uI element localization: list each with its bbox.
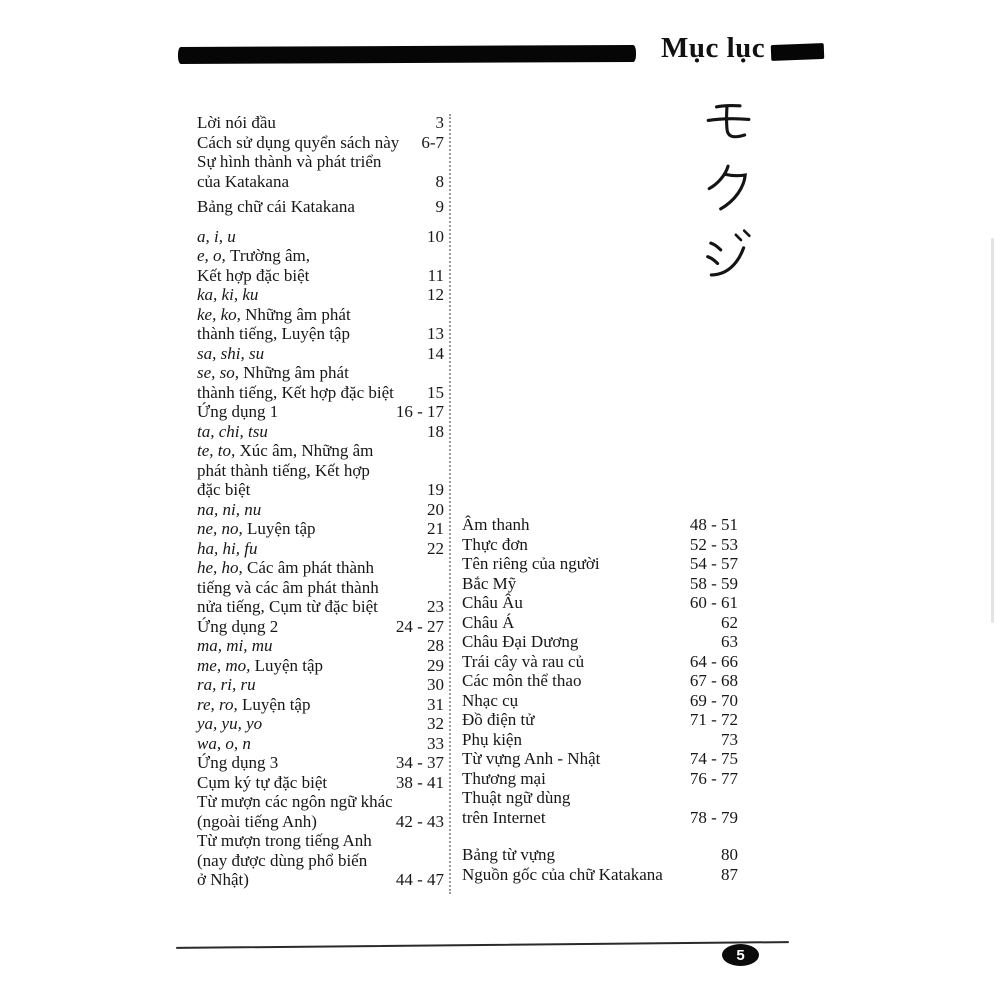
toc-page-number: 63	[721, 632, 738, 651]
toc-entry-text: ne, no, Luyện tập	[197, 519, 316, 538]
page-number: 5	[736, 946, 745, 964]
toc-entry	[197, 363, 444, 402]
toc-entry-text: Đồ điện tử	[462, 710, 535, 729]
toc-entry	[197, 539, 444, 559]
toc-entry-line	[197, 441, 444, 461]
toc-page-number: 10	[427, 226, 444, 246]
toc-entry-line	[197, 344, 444, 364]
toc-entry-text: Bắc Mỹ	[462, 573, 517, 593]
toc-entry-line	[462, 652, 738, 672]
toc-page-number: 44 - 47	[395, 870, 444, 889]
toc-page-number: 18	[427, 421, 444, 441]
toc-entry-line	[462, 749, 738, 769]
toc-entry-line	[197, 285, 444, 305]
toc-page-number: 14	[427, 343, 444, 363]
toc-page-number: 6-7	[421, 132, 444, 152]
toc-page-number: 28	[427, 636, 444, 655]
toc-page-number: 64 - 66	[689, 651, 738, 671]
toc-entry-text: Các môn thể thao	[462, 671, 582, 690]
toc-entry-line	[462, 730, 738, 750]
toc-entry-text: (ngoài tiếng Anh)	[197, 811, 317, 831]
toc-entry-text: Ứng dụng 2	[197, 616, 279, 636]
toc-entry	[462, 865, 738, 885]
toc-page-number: 34 - 37	[395, 753, 444, 772]
toc-entry-line	[197, 714, 444, 734]
toc-entry	[197, 734, 444, 754]
toc-page-number: 30	[427, 675, 444, 694]
toc-entry-text: Ứng dụng 1	[197, 402, 279, 421]
toc-page-number: 80	[721, 845, 738, 864]
toc-page-number: 76 - 77	[689, 768, 738, 788]
toc-entry-text: ha, hi, fu	[197, 538, 258, 558]
toc-entry-text: phát thành tiếng, Kết hợp	[197, 460, 370, 480]
toc-entry-line	[462, 632, 738, 652]
toc-entry	[197, 113, 444, 133]
toc-page-number: 21	[427, 519, 444, 538]
toc-entry-text: ta, chi, tsu	[197, 421, 268, 441]
toc-entry-line	[197, 617, 444, 637]
toc-page-number: 58 - 59	[689, 573, 738, 593]
toc-entry-text: Lời nói đầu	[197, 113, 276, 132]
toc-entry-line	[197, 851, 444, 871]
toc-entry-text: Ứng dụng 3	[197, 753, 279, 772]
toc-entry	[197, 422, 444, 442]
toc-entry	[462, 671, 738, 691]
toc-page-number: 8	[435, 171, 444, 191]
toc-page-number: 42 - 43	[395, 811, 444, 831]
toc-page-number: 73	[721, 729, 738, 749]
toc-entry-line	[462, 574, 738, 594]
toc-right-column	[462, 515, 738, 884]
column-divider-dotted-line	[449, 114, 451, 894]
toc-entry-line	[197, 461, 444, 481]
toc-page-number: 78 - 79	[689, 807, 738, 827]
toc-entry	[462, 535, 738, 555]
toc-page-number: 48 - 51	[689, 515, 738, 534]
toc-entry	[197, 402, 444, 422]
toc-entry	[197, 714, 444, 734]
toc-page-number: 29	[427, 655, 444, 675]
toc-entry-text: của Katakana	[197, 171, 290, 191]
toc-entry-text: Phụ kiện	[462, 729, 522, 749]
toc-page-number: 20	[427, 499, 444, 519]
toc-entry-text: ya, yu, yo	[197, 714, 263, 733]
toc-entry	[462, 769, 738, 789]
toc-entry-line	[197, 792, 444, 812]
toc-entry-line	[197, 133, 444, 153]
toc-entry-text: me, mo, Luyện tập	[197, 655, 324, 675]
toc-entry-line	[197, 597, 444, 617]
toc-page-number: 69 - 70	[689, 690, 738, 710]
toc-entry-text: sa, shi, su	[197, 343, 265, 363]
toc-entry-text: Thuật ngữ dùng	[462, 788, 571, 807]
toc-entry-line	[197, 305, 444, 325]
toc-entry-text: se, so, Những âm phát	[197, 363, 349, 382]
toc-page-number: 31	[427, 694, 444, 714]
toc-page-number: 74 - 75	[689, 749, 738, 768]
toc-entry	[197, 558, 444, 617]
toc-page-number: 3	[435, 113, 444, 132]
toc-entry	[462, 652, 738, 672]
toc-entry-line	[197, 695, 444, 715]
toc-entry-line	[462, 710, 738, 730]
toc-entry	[197, 285, 444, 305]
toc-entry-line	[462, 515, 738, 535]
toc-page-number: 87	[721, 864, 738, 884]
toc-page-number: 24 - 27	[395, 616, 444, 636]
toc-entry	[197, 636, 444, 656]
toc-page-number: 16 - 17	[395, 402, 444, 421]
toc-entry-line	[197, 480, 444, 500]
toc-entry-line	[197, 636, 444, 656]
page-title: Mục lục	[661, 32, 766, 64]
toc-entry-text: thành tiếng, Luyện tập	[197, 324, 350, 343]
toc-entry	[462, 515, 738, 535]
toc-entry-text: Từ vựng Anh - Nhật	[462, 749, 601, 768]
toc-page-number: 67 - 68	[689, 671, 738, 690]
toc-left-column	[197, 113, 444, 890]
toc-entry-line	[197, 172, 444, 192]
toc-entry	[462, 632, 738, 652]
toc-entry-line	[197, 734, 444, 754]
toc-entry-text: Thực đơn	[462, 534, 528, 554]
toc-entry	[462, 593, 738, 613]
toc-entry-line	[197, 197, 444, 217]
toc-entry-text: nửa tiếng, Cụm từ đặc biệt	[197, 597, 378, 616]
toc-entry-text: wa, o, n	[197, 733, 251, 753]
toc-entry-line	[462, 808, 738, 828]
toc-page-number: 52 - 53	[689, 534, 738, 554]
page-number-badge	[722, 944, 759, 966]
toc-entry-text: Nguồn gốc của chữ Katakana	[462, 864, 663, 884]
toc-page-number: 33	[427, 733, 444, 753]
toc-page-number: 22	[427, 538, 444, 558]
toc-entry-text: ở Nhật)	[197, 870, 249, 889]
toc-entry	[197, 305, 444, 344]
toc-entry	[462, 710, 738, 730]
toc-entry-line	[197, 422, 444, 442]
toc-entry-text: Từ mượn các ngôn ngữ khác	[197, 792, 393, 811]
toc-entry-text: ma, mi, mu	[197, 636, 273, 655]
toc-entry	[462, 691, 738, 711]
toc-entry	[197, 656, 444, 676]
toc-entry-text: Châu Đại Dương	[462, 632, 579, 651]
toc-entry-line	[197, 113, 444, 133]
toc-entry-text: Trái cây và rau củ	[462, 651, 585, 671]
toc-entry	[197, 133, 444, 153]
toc-entry-line	[197, 539, 444, 559]
toc-entry-line	[197, 246, 444, 266]
toc-entry-line	[462, 769, 738, 789]
toc-entry-line	[462, 671, 738, 691]
toc-entry-text: ra, ri, ru	[197, 675, 256, 694]
toc-entry-line	[462, 865, 738, 885]
katakana-ku-icon	[703, 162, 753, 212]
toc-entry-text: Nhạc cụ	[462, 690, 519, 710]
katakana-mo-icon	[703, 97, 753, 147]
toc-page-number: 12	[427, 285, 444, 304]
toc-entry-line	[197, 812, 444, 832]
toc-entry-line	[197, 402, 444, 422]
toc-entry-text: Châu Á	[462, 612, 515, 632]
toc-page-number: 13	[427, 324, 444, 343]
toc-entry-text: ka, ki, ku	[197, 285, 259, 304]
toc-page-number: 15	[427, 382, 444, 402]
toc-entry	[462, 574, 738, 594]
japanese-vertical-title	[703, 97, 753, 277]
toc-entry	[197, 773, 444, 793]
toc-page-number: 54 - 57	[689, 554, 738, 573]
toc-entry-text: Tên riêng của người	[462, 554, 600, 573]
toc-entry	[197, 344, 444, 364]
toc-entry-line	[197, 773, 444, 793]
toc-entry-line	[197, 519, 444, 539]
toc-entry-line	[462, 691, 738, 711]
toc-entry	[462, 749, 738, 769]
toc-entry-text: he, ho, Các âm phát thành	[197, 558, 375, 577]
toc-entry	[197, 792, 444, 831]
toc-entry	[197, 675, 444, 695]
toc-entry-line	[197, 324, 444, 344]
toc-entry	[197, 227, 444, 247]
toc-entry-text: na, ni, nu	[197, 499, 262, 519]
toc-entry	[197, 617, 444, 637]
toc-entry-line	[197, 831, 444, 851]
toc-entry-text: Thương mại	[462, 768, 546, 788]
toc-entry-line	[462, 845, 738, 865]
toc-entry-text: e, o, Trường âm,	[197, 246, 310, 265]
toc-entry	[197, 500, 444, 520]
toc-entry-line	[462, 613, 738, 633]
toc-entry-line	[462, 593, 738, 613]
toc-entry	[462, 554, 738, 574]
toc-entry-text: te, to, Xúc âm, Những âm	[197, 441, 374, 460]
toc-page-number: 23	[427, 597, 444, 616]
toc-entry-line	[197, 753, 444, 773]
toc-entry-text: Bảng chữ cái Katakana	[197, 197, 355, 216]
toc-entry-text: thành tiếng, Kết hợp đặc biệt	[197, 382, 394, 402]
toc-entry	[462, 730, 738, 750]
toc-entry	[197, 753, 444, 773]
toc-page-number: 19	[427, 480, 444, 499]
toc-entry-line	[197, 656, 444, 676]
toc-entry-text: Bảng từ vựng	[462, 845, 556, 864]
toc-entry-text: Âm thanh	[462, 515, 530, 534]
toc-entry-text: ke, ko, Những âm phát	[197, 304, 351, 324]
toc-entry-text: Châu Âu	[462, 593, 523, 612]
toc-entry-line	[197, 870, 444, 890]
toc-page-number: 11	[427, 265, 444, 285]
toc-page-number: 38 - 41	[395, 772, 444, 792]
toc-entry-text: Cụm ký tự đặc biệt	[197, 772, 328, 792]
scan-edge-artifact	[991, 238, 994, 623]
footer-rule-line	[176, 941, 789, 949]
toc-entry-text: Cách sử dụng quyển sách này	[197, 132, 400, 152]
header-rule-bar	[178, 45, 636, 64]
toc-entry-line	[197, 558, 444, 578]
toc-entry-line	[197, 363, 444, 383]
toc-entry-text: (nay được dùng phổ biến	[197, 850, 368, 870]
toc-entry	[197, 246, 444, 285]
toc-entry	[197, 519, 444, 539]
toc-entry-line	[462, 554, 738, 574]
toc-entry	[462, 788, 738, 827]
toc-entry	[462, 613, 738, 633]
toc-entry-text: Sự hình thành và phát triển	[197, 152, 382, 171]
toc-entry-text: trên Internet	[462, 807, 546, 827]
toc-entry-line	[197, 152, 444, 172]
toc-entry	[462, 845, 738, 865]
toc-entry-text: Kết hợp đặc biệt	[197, 265, 310, 285]
toc-entry-text: đặc biệt	[197, 480, 251, 499]
toc-entry-line	[462, 788, 738, 808]
toc-page-number: 60 - 61	[689, 593, 738, 612]
toc-entry-line	[197, 578, 444, 598]
toc-entry-text: tiếng và các âm phát thành	[197, 577, 379, 597]
toc-entry	[197, 197, 444, 217]
toc-entry-text: a, i, u	[197, 226, 236, 246]
toc-entry	[197, 695, 444, 715]
toc-entry	[197, 152, 444, 191]
toc-entry-line	[462, 535, 738, 555]
toc-entry-line	[197, 675, 444, 695]
katakana-ji-icon	[703, 227, 753, 277]
toc-page-number: 71 - 72	[689, 710, 738, 729]
toc-entry-line	[197, 500, 444, 520]
toc-page-number: 62	[721, 612, 738, 632]
toc-entry-line	[197, 266, 444, 286]
header-accent-bar	[771, 43, 825, 61]
toc-entry-text: Từ mượn trong tiếng Anh	[197, 831, 372, 850]
toc-page-number: 32	[427, 714, 444, 733]
toc-entry-text: re, ro, Luyện tập	[197, 694, 311, 714]
toc-entry	[197, 831, 444, 890]
toc-entry-line	[197, 227, 444, 247]
toc-entry	[197, 441, 444, 500]
toc-page-number: 9	[435, 197, 444, 216]
toc-entry-line	[197, 383, 444, 403]
